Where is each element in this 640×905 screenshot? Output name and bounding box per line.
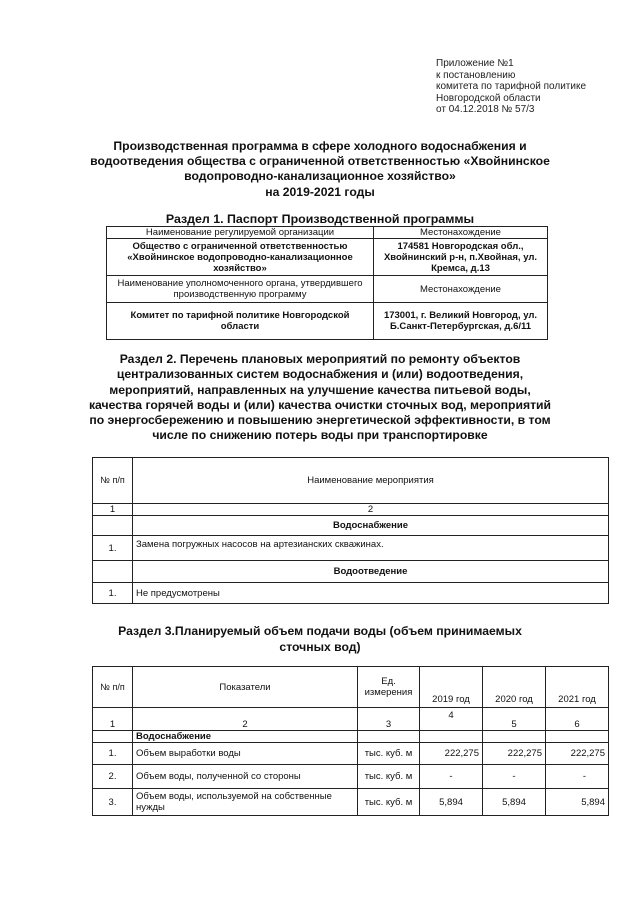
title-line: Производственная программа в сфере холодного водоснабжения и [113,139,527,153]
value-2020: 5,894 [483,789,546,816]
index-cell: 6 [546,708,609,731]
passport-table [106,226,548,340]
header-location: Местонахождение [374,227,548,239]
annex-line: от 04.12.2018 № 57/3 [436,104,535,116]
index-cell: 5 [483,708,546,731]
table-row [93,743,609,765]
row-num: 3. [93,789,133,816]
index-cell: 1 [93,708,133,731]
measures-table [92,457,609,604]
value-2021: 222,275 [546,743,609,765]
col-num-header: № п/п [93,667,133,708]
unit-cell: тыс. куб. м [358,765,420,789]
title-line: водопроводно-канализационное хозяйство» [184,169,456,184]
authority-name: Комитет по тарифной политике Новгородской области [107,303,374,340]
indicator-name: Объем воды, полученной со стороны [133,765,358,789]
col-2019-header: 2019 год [420,667,483,708]
annex-line: Приложение №1 [436,58,514,69]
authority-location-header: Местонахождение [374,276,548,303]
col-2020-header: 2020 год [483,667,546,708]
col-num-header: № п/п [93,458,133,504]
col-name-header: Наименование мероприятия [133,458,609,504]
section1-heading: Раздел 1. Паспорт Производственной программы [165,212,475,226]
group-sewerage: Водоотведение [133,561,609,583]
annex-line: Новгородской области [436,92,541,104]
group-water-supply: Водоснабжение [133,731,358,743]
col-2021-header: 2021 год [546,667,609,708]
heading-line: Раздел 3.Планируемый объем подачи воды (объем принимаемых [118,624,522,638]
row-num: 1. [93,743,133,765]
section2-heading [70,352,570,444]
col-unit-header: Ед. измерения [358,667,420,708]
table-row [93,789,609,816]
heading-line: качества горячей воды и (или) качества очистки сточных вод, мероприятий [88,397,552,412]
index-cell: 2 [133,708,358,731]
volume-table [92,666,609,816]
value-2021: - [546,765,609,789]
annex-line: комитета по тарифной политике [436,81,587,93]
annex-line: к постановлению [436,69,516,81]
index-cell: 4 [420,708,483,731]
indicator-name: Объем воды, используемой на собственные нужды [133,789,358,816]
index-cell: 3 [358,708,420,731]
authority-header: Наименование уполномоченного органа, утвердившего производственную программу [107,276,374,303]
col-indicator-header: Показатели [133,667,358,708]
table-row [93,765,609,789]
value-2019: 5,894 [420,789,483,816]
indicator-name: Объем выработки воды [133,743,358,765]
title-line: водоотведения общества с ограниченной ответственностью «Хвойнинское [90,154,550,169]
heading-line: сточных вод) [279,639,361,654]
document-title [70,139,570,200]
title-line: на 2019-2021 годы [265,184,375,199]
org-name: Общество с ограниченной ответственностью «Хвойнинское водопроводно-канализационное хозяйство» [107,239,374,276]
heading-line: мероприятий, направленных на улучшение качества питьевой воды, [109,382,531,397]
header-org: Наименование регулируемой организации [107,227,374,239]
row-num: 1. [93,583,133,604]
measure-text: Замена погружных насосов на артезианских скважинах. [133,536,609,561]
heading-line: по энергосбережению и повышению энергетической эффективности, в том [89,413,551,428]
index-cell: 1 [93,504,133,516]
measure-text: Не предусмотрены [133,583,609,604]
row-num: 2. [93,765,133,789]
heading-line: централизованных систем водоснабжения и (или) водоотведения, [116,367,524,382]
value-2020: 222,275 [483,743,546,765]
org-address: 174581 Новгородская обл., Хвойнинский р-н, п.Хвойная, ул. Кремса, д.13 [374,239,548,276]
unit-cell: тыс. куб. м [358,743,420,765]
value-2021: 5,894 [546,789,609,816]
value-2019: 222,275 [420,743,483,765]
annex-block [436,58,586,116]
unit-cell: тыс. куб. м [358,789,420,816]
heading-line: Раздел 2. Перечень плановых мероприятий по ремонту объектов [119,352,521,366]
authority-address: 173001, г. Великий Новгород, ул. Б.Санкт-Петербургская, д.6/11 [374,303,548,340]
heading-line: числе по снижению потерь воды при транспортировке [152,428,488,443]
section3-heading [70,624,570,655]
row-num: 1. [93,536,133,561]
value-2020: - [483,765,546,789]
index-cell: 2 [133,504,609,516]
value-2019: - [420,765,483,789]
group-water-supply: Водоснабжение [133,516,609,536]
